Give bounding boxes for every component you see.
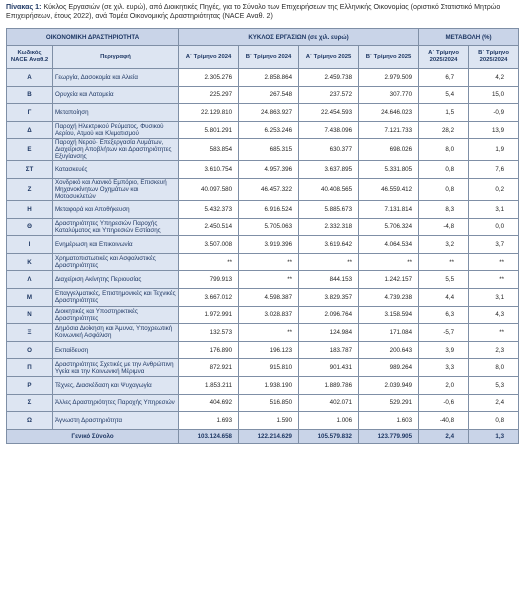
- row-code: Θ: [7, 218, 53, 236]
- cell-q2-2024: 46.457.322: [239, 178, 299, 200]
- cell-q2-2025: 5.331.805: [359, 161, 419, 179]
- cell-q1-2025: 183.787: [299, 341, 359, 359]
- total-change-q2: 1,3: [469, 429, 519, 443]
- cell-q2-2025: 698.026: [359, 139, 419, 161]
- cell-q1-2024: 1.853.211: [179, 376, 239, 394]
- cell-change-q2: 3,1: [469, 200, 519, 218]
- cell-q2-2024: 1.590: [239, 412, 299, 430]
- table-row: [7, 341, 519, 359]
- cell-change-q2: 8,0: [469, 359, 519, 377]
- cell-change-q2: 4,2: [469, 69, 519, 87]
- cell-q1-2025: 2.459.738: [299, 69, 359, 87]
- row-code: Ξ: [7, 324, 53, 342]
- cell-change-q2: 1,9: [469, 139, 519, 161]
- row-code: Ι: [7, 236, 53, 254]
- table-row: [7, 200, 519, 218]
- cell-q1-2025: **: [299, 253, 359, 271]
- cell-q1-2025: 1.006: [299, 412, 359, 430]
- cell-q1-2024: 5.432.373: [179, 200, 239, 218]
- table-row: [7, 253, 519, 271]
- cell-q1-2024: 5.801.291: [179, 121, 239, 139]
- cell-change-q2: 15,0: [469, 86, 519, 104]
- cell-q1-2025: 901.431: [299, 359, 359, 377]
- total-q1-2025: 105.579.832: [299, 429, 359, 443]
- header-change-q2: Β΄ Τρίμηνο 2025/2024: [469, 46, 519, 69]
- header-code: Κωδικός NACE Αναθ.2: [7, 46, 53, 69]
- cell-q2-2025: 4.064.534: [359, 236, 419, 254]
- cell-q2-2025: 5.706.324: [359, 218, 419, 236]
- row-code: Ζ: [7, 178, 53, 200]
- cell-q2-2025: 3.158.594: [359, 306, 419, 324]
- table-row: [7, 121, 519, 139]
- cell-q2-2025: 7.131.814: [359, 200, 419, 218]
- cell-q1-2024: 3.507.008: [179, 236, 239, 254]
- cell-q2-2024: 915.810: [239, 359, 299, 377]
- cell-q2-2025: 7.121.733: [359, 121, 419, 139]
- cell-change-q2: 13,9: [469, 121, 519, 139]
- row-description: Γεωργία, Δασοκομία και Αλιεία: [53, 69, 179, 87]
- row-code: Η: [7, 200, 53, 218]
- cell-q2-2025: 46.559.412: [359, 178, 419, 200]
- cell-q2-2024: 685.315: [239, 139, 299, 161]
- cell-change-q1: 3,9: [419, 341, 469, 359]
- row-description: Παροχή Νερού· Επεξεργασία Λυμάτων, Διαχείριση Αποβλήτων και Δραστηριότητες Εξυγίανσης: [53, 139, 179, 161]
- cell-change-q1: 4,4: [419, 288, 469, 306]
- cell-q1-2024: 404.692: [179, 394, 239, 412]
- cell-q1-2024: 1.972.991: [179, 306, 239, 324]
- cell-change-q2: **: [469, 271, 519, 289]
- cell-q1-2024: 40.097.580: [179, 178, 239, 200]
- row-code: Κ: [7, 253, 53, 271]
- total-label: Γενικό Σύνολο: [7, 429, 179, 443]
- row-description: Διαχείριση Ακίνητης Περιουσίας: [53, 271, 179, 289]
- header-group-change: ΜΕΤΑΒΟΛΗ (%): [419, 29, 519, 46]
- cell-q1-2024: 225.297: [179, 86, 239, 104]
- cell-q1-2024: 799.913: [179, 271, 239, 289]
- header-q2-2025: Β΄ Τρίμηνο 2025: [359, 46, 419, 69]
- header-change-q1: Α΄ Τρίμηνο 2025/2024: [419, 46, 469, 69]
- table-row: [7, 376, 519, 394]
- total-row: [7, 429, 519, 443]
- cell-change-q1: 6,7: [419, 69, 469, 87]
- cell-q2-2025: 2.039.949: [359, 376, 419, 394]
- cell-change-q1: 3,2: [419, 236, 469, 254]
- row-description: Ενημέρωση και Επικοινωνία: [53, 236, 179, 254]
- row-description: Χρηματοπιστωτικές και Ασφαλιστικές Δραστηριότητες: [53, 253, 179, 271]
- row-code: Μ: [7, 288, 53, 306]
- row-code: Ω: [7, 412, 53, 430]
- cell-change-q1: -0,6: [419, 394, 469, 412]
- cell-q2-2024: 4.957.396: [239, 161, 299, 179]
- cell-change-q1: 8,0: [419, 139, 469, 161]
- header-group-row: [7, 29, 519, 46]
- table-row: [7, 412, 519, 430]
- cell-q2-2025: 1.242.157: [359, 271, 419, 289]
- cell-q2-2025: 24.646.023: [359, 104, 419, 122]
- table-row: [7, 104, 519, 122]
- row-code: Σ: [7, 394, 53, 412]
- cell-q1-2024: 1.693: [179, 412, 239, 430]
- row-code: Δ: [7, 121, 53, 139]
- cell-q1-2024: 583.854: [179, 139, 239, 161]
- table-row: [7, 86, 519, 104]
- row-description: Χονδρικό και Λιανικό Εμπόριο, Επισκευή Μηχανοκίνητων Οχημάτων και Μοτοσυκλετών: [53, 178, 179, 200]
- cell-q2-2024: 196.123: [239, 341, 299, 359]
- row-description: Μεταποίηση: [53, 104, 179, 122]
- row-description: Παροχή Ηλεκτρικού Ρεύματος, Φυσικού Αερίου, Ατμού και Κλιματισμού: [53, 121, 179, 139]
- cell-q2-2024: 516.850: [239, 394, 299, 412]
- cell-change-q2: **: [469, 253, 519, 271]
- row-description: Εκπαίδευση: [53, 341, 179, 359]
- cell-q1-2025: 1.889.786: [299, 376, 359, 394]
- cell-change-q2: **: [469, 324, 519, 342]
- cell-change-q2: -0,9: [469, 104, 519, 122]
- cell-q2-2024: 5.705.063: [239, 218, 299, 236]
- row-code: Ρ: [7, 376, 53, 394]
- table-row: [7, 359, 519, 377]
- cell-q1-2024: **: [179, 253, 239, 271]
- cell-q2-2025: 200.643: [359, 341, 419, 359]
- cell-change-q2: 4,3: [469, 306, 519, 324]
- cell-change-q1: 5,5: [419, 271, 469, 289]
- table-body: [7, 69, 519, 430]
- header-group-activity: ΟΙΚΟΝΟΜΙΚΗ ΔΡΑΣΤΗΡΙΟΤΗΤΑ: [7, 29, 179, 46]
- table-row: [7, 394, 519, 412]
- row-description: Άγνωστη Δραστηριότητα: [53, 412, 179, 430]
- cell-q2-2024: 267.548: [239, 86, 299, 104]
- cell-q2-2025: 4.739.238: [359, 288, 419, 306]
- cell-q2-2024: 3.028.837: [239, 306, 299, 324]
- cell-q2-2024: **: [239, 324, 299, 342]
- cell-change-q1: 5,4: [419, 86, 469, 104]
- cell-q1-2025: 844.153: [299, 271, 359, 289]
- row-description: Άλλες Δραστηριότητες Παροχής Υπηρεσιών: [53, 394, 179, 412]
- cell-q2-2025: **: [359, 253, 419, 271]
- cell-q2-2024: 6.253.246: [239, 121, 299, 139]
- cell-q1-2025: 22.454.593: [299, 104, 359, 122]
- cell-q1-2025: 2.096.764: [299, 306, 359, 324]
- cell-change-q1: -40,8: [419, 412, 469, 430]
- cell-q2-2025: 529.291: [359, 394, 419, 412]
- cell-change-q1: 0,8: [419, 161, 469, 179]
- cell-change-q2: 3,7: [469, 236, 519, 254]
- cell-q1-2025: 7.438.096: [299, 121, 359, 139]
- cell-q1-2025: 237.572: [299, 86, 359, 104]
- cell-change-q1: **: [419, 253, 469, 271]
- cell-q2-2024: 3.919.396: [239, 236, 299, 254]
- header-q1-2025: Α΄ Τρίμηνο 2025: [299, 46, 359, 69]
- table-caption: [6, 3, 518, 21]
- cell-q1-2024: 22.129.810: [179, 104, 239, 122]
- table-row: [7, 288, 519, 306]
- cell-change-q1: -5,7: [419, 324, 469, 342]
- cell-change-q1: 28,2: [419, 121, 469, 139]
- cell-q2-2024: 2.858.864: [239, 69, 299, 87]
- cell-q1-2025: 5.885.673: [299, 200, 359, 218]
- row-code: Π: [7, 359, 53, 377]
- cell-q1-2024: 3.610.754: [179, 161, 239, 179]
- cell-q1-2024: 176.890: [179, 341, 239, 359]
- table-row: [7, 218, 519, 236]
- cell-q2-2024: **: [239, 253, 299, 271]
- row-code: Ν: [7, 306, 53, 324]
- cell-q2-2025: 989.264: [359, 359, 419, 377]
- row-description: Διοικητικές και Υποστηρικτικές Δραστηριότητες: [53, 306, 179, 324]
- row-description: Ορυχεία και Λατομεία: [53, 86, 179, 104]
- cell-change-q2: 5,3: [469, 376, 519, 394]
- row-code: ΣΤ: [7, 161, 53, 179]
- cell-q2-2025: 307.770: [359, 86, 419, 104]
- cell-q1-2025: 3.829.357: [299, 288, 359, 306]
- row-description: Τέχνες, Διασκέδαση και Ψυχαγωγία: [53, 376, 179, 394]
- cell-change-q1: 0,8: [419, 178, 469, 200]
- table-row: [7, 236, 519, 254]
- cell-q2-2025: 1.603: [359, 412, 419, 430]
- row-description: Κατασκευές: [53, 161, 179, 179]
- cell-change-q2: 2,3: [469, 341, 519, 359]
- table-row: [7, 306, 519, 324]
- cell-change-q1: 8,3: [419, 200, 469, 218]
- table-row: [7, 161, 519, 179]
- cell-q1-2025: 3.619.642: [299, 236, 359, 254]
- row-description: Επαγγελματικές, Επιστημονικές και Τεχνικές Δραστηριότητες: [53, 288, 179, 306]
- header-description: Περιγραφή: [53, 46, 179, 69]
- total-q2-2025: 123.779.905: [359, 429, 419, 443]
- cell-change-q1: -4,8: [419, 218, 469, 236]
- cell-q2-2024: 24.863.927: [239, 104, 299, 122]
- row-description: Δραστηριότητες Υπηρεσιών Παροχής Καταλύματος και Υπηρεσιών Εστίασης: [53, 218, 179, 236]
- cell-change-q2: 7,6: [469, 161, 519, 179]
- row-code: Ε: [7, 139, 53, 161]
- cell-change-q1: 2,0: [419, 376, 469, 394]
- cell-change-q1: 6,3: [419, 306, 469, 324]
- table-row: [7, 324, 519, 342]
- cell-change-q2: 0,2: [469, 178, 519, 200]
- cell-q2-2025: 2.979.509: [359, 69, 419, 87]
- row-code: Β: [7, 86, 53, 104]
- cell-q1-2025: 402.071: [299, 394, 359, 412]
- cell-change-q2: 3,1: [469, 288, 519, 306]
- cell-q2-2024: 4.598.387: [239, 288, 299, 306]
- header-group-turnover: ΚΥΚΛΟΣ ΕΡΓΑΣΙΩΝ (σε χιλ. ευρώ): [179, 29, 419, 46]
- turnover-table: [6, 28, 519, 444]
- cell-change-q1: 1,5: [419, 104, 469, 122]
- cell-q1-2025: 40.408.565: [299, 178, 359, 200]
- cell-q1-2024: 872.921: [179, 359, 239, 377]
- cell-change-q1: 3,3: [419, 359, 469, 377]
- cell-q2-2024: 1.938.190: [239, 376, 299, 394]
- cell-q1-2024: 2.450.514: [179, 218, 239, 236]
- header-column-row: [7, 46, 519, 69]
- row-description: Μεταφορά και Αποθήκευση: [53, 200, 179, 218]
- cell-change-q2: 0,0: [469, 218, 519, 236]
- row-description: Δημόσια Διοίκηση και Άμυνα, Υποχρεωτική Κοινωνική Ασφάλιση: [53, 324, 179, 342]
- row-code: Α: [7, 69, 53, 87]
- table-row: [7, 139, 519, 161]
- cell-q2-2025: 171.084: [359, 324, 419, 342]
- cell-q1-2025: 124.984: [299, 324, 359, 342]
- cell-q1-2025: 3.637.895: [299, 161, 359, 179]
- caption-text: Κύκλος Εργασιών (σε χιλ. ευρώ), από Διοικητικές Πηγές, για το Σύνολο των Επιχειρήσεων της Ελληνικής Οικονομίας (οριστικό Στατιστικό Μητρώο Επιχειρήσεων, έτους 2022), ανά Τομέα Οικονομικής Δραστηριότητας (NACE Αναθ. 2): [6, 3, 501, 20]
- table-row: [7, 271, 519, 289]
- cell-q1-2024: 3.667.012: [179, 288, 239, 306]
- header-q2-2024: Β΄ Τρίμηνο 2024: [239, 46, 299, 69]
- table-row: [7, 69, 519, 87]
- row-code: Λ: [7, 271, 53, 289]
- total-change-q1: 2,4: [419, 429, 469, 443]
- cell-q1-2024: 132.573: [179, 324, 239, 342]
- row-code: Ο: [7, 341, 53, 359]
- cell-q2-2024: **: [239, 271, 299, 289]
- table-row: [7, 178, 519, 200]
- row-description: Δραστηριότητες Σχετικές με την Ανθρώπινη Υγεία και την Κοινωνική Μέριμνα: [53, 359, 179, 377]
- total-q2-2024: 122.214.629: [239, 429, 299, 443]
- cell-q1-2025: 2.332.318: [299, 218, 359, 236]
- cell-change-q2: 2,4: [469, 394, 519, 412]
- row-code: Γ: [7, 104, 53, 122]
- header-q1-2024: Α΄ Τρίμηνο 2024: [179, 46, 239, 69]
- caption-label: Πίνακας 1:: [6, 3, 42, 11]
- total-q1-2024: 103.124.658: [179, 429, 239, 443]
- cell-q1-2024: 2.305.276: [179, 69, 239, 87]
- cell-q1-2025: 630.377: [299, 139, 359, 161]
- cell-q2-2024: 6.916.524: [239, 200, 299, 218]
- cell-change-q2: 0,8: [469, 412, 519, 430]
